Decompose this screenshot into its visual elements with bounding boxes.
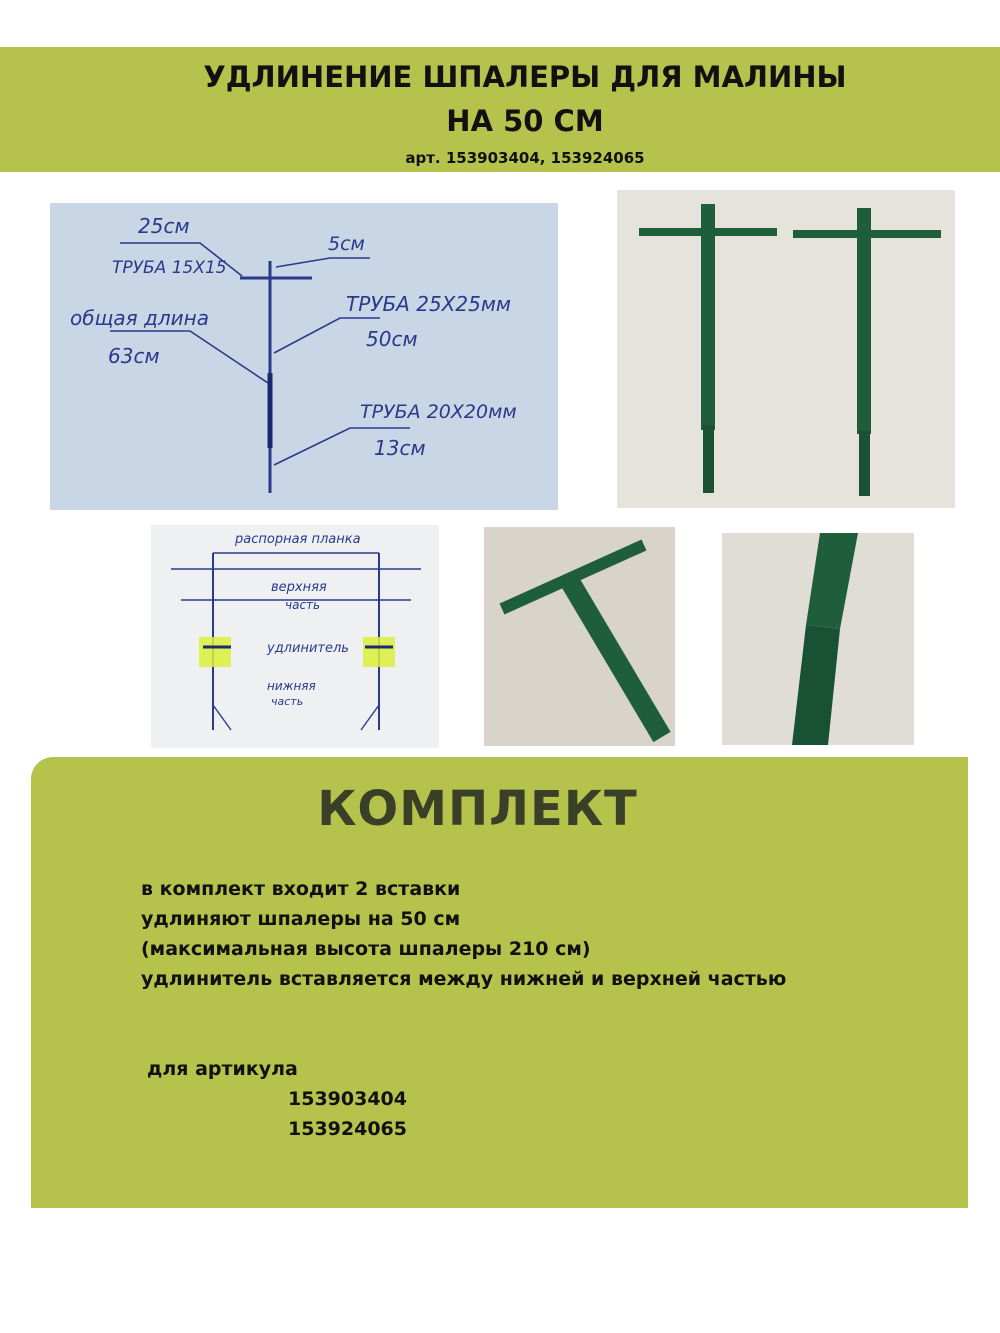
label-pipe-15: ТРУБА 15Х15	[112, 258, 227, 278]
label-25cm: 25см	[138, 214, 190, 238]
label-63cm: 63см	[108, 344, 160, 368]
article-numbers: арт. 153903404, 153924065	[405, 149, 645, 167]
label-extender: удлинитель	[267, 641, 349, 656]
label-pipe-25: ТРУБА 25Х25мм	[346, 292, 511, 316]
extender-closeup-photo	[484, 527, 675, 746]
title-line-2: НА 50 СМ	[446, 104, 604, 138]
kit-line-4: удлинитель вставляется между нижней и верхней частью	[141, 968, 787, 990]
label-50cm: 50см	[366, 327, 418, 351]
label-upper-1: верхняя	[271, 580, 327, 595]
dimension-sketch-photo	[50, 203, 558, 510]
label-pipe-20: ТРУБА 20Х20мм	[360, 401, 517, 423]
label-lower-1: нижняя	[267, 679, 316, 693]
title-line-1: УДЛИНЕНИЕ ШПАЛЕРЫ ДЛЯ МАЛИНЫ	[203, 60, 847, 94]
kit-title: КОМПЛЕКТ	[317, 781, 638, 837]
kit-line-1: в комплект входит 2 вставки	[141, 878, 461, 900]
joint-closeup-photo	[722, 533, 914, 745]
label-upper-2: часть	[285, 598, 321, 612]
article-number-2: 153924065	[288, 1118, 407, 1140]
trellis-sketch-photo	[151, 525, 439, 748]
label-13cm: 13см	[374, 436, 426, 460]
label-brace: распорная планка	[235, 532, 361, 547]
label-total-length: общая длина	[70, 306, 209, 330]
kit-line-2: удлиняют шпалеры на 50 см	[141, 908, 461, 930]
article-label: для артикула	[147, 1058, 298, 1080]
label-lower-2: часть	[271, 695, 304, 708]
kit-line-3: (максимальная высота шпалеры 210 см)	[141, 938, 591, 960]
article-number-1: 153903404	[288, 1088, 407, 1110]
label-5cm: 5см	[328, 233, 365, 255]
two-extenders-photo	[617, 190, 955, 508]
